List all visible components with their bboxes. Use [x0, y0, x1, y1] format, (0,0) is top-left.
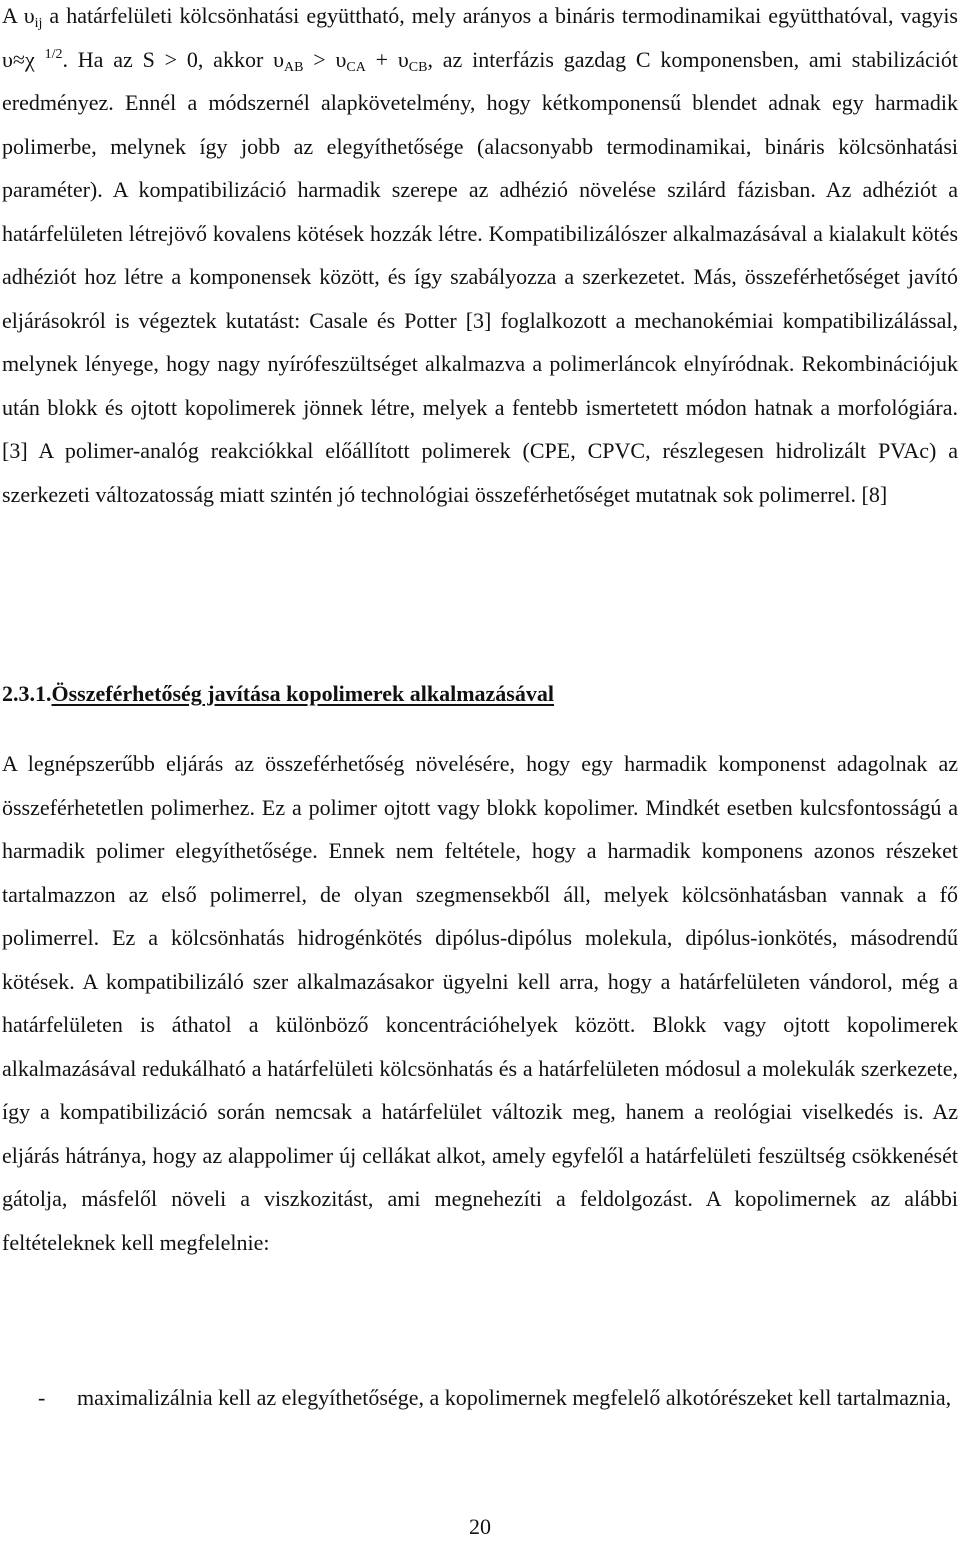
subscript: AB	[283, 59, 304, 75]
subscript: CB	[408, 59, 428, 75]
text-run: a határfelületi kölcsönhatási együttható, mely arányos a bináris termodinamikai együtthatóval, vagyis υ≈χ	[2, 3, 958, 72]
subscript: CA	[346, 59, 366, 75]
list-item-text: maximalizálnia kell az elegyíthetősége, a kopolimernek megfelelő alkotórészeket kell tartalmaznia,	[77, 1385, 952, 1410]
list-item	[0, 1376, 958, 1420]
text-run: > υ	[303, 46, 347, 72]
requirements-list	[0, 1376, 958, 1420]
section-number: 2.3.1.	[2, 681, 52, 706]
page-number: 20	[469, 1514, 491, 1539]
text-run: , az interfázis gazdag C komponensben, ami stabilizációt eredményez. Ennél a módszernél alapkövetelmény, hogy kétkomponensű blendet adnak egy harmadik polimerbe, melynek így jobb az elegyíthetősége (alacsonyabb termodinamikai, bináris kölcsönhatási paraméter). A kompatibilizáció harmadik szerepe az adhézió növelése szilárd fázisban. Az adhéziót a határfelületen létrejövő kovalens kötések hozzák létre. Kompatibilizálószer alkalmazásával a kialakult kötés adhéziót hoz létre a komponensek között, és így szabályozza a szerkezetet. Más, összeférhetőséget javító eljárásokról is végeztek kutatást: Casale és Potter [3] foglalkozott a mechanokémiai kompatibilizálással, melynek lényege, hogy nagy nyírófeszültséget alkalmazva a polimerláncok elnyíródnak. Rekombinációjuk után blokk és ojtott kopolimerek jönnek létre, melyek a fentebb ismertetett módon hatnak a morfológiára. [3] A polimer-analóg reakciókkal előállított polimerek (CPE, CPVC, részlegesen hidrolizált PVAc) a szerkezeti változatosság miatt szintén jó technológiai összeférhetőséget mutatnak sok polimerrel. [8]	[2, 46, 958, 507]
text-run: . Ha az S > 0, akkor υ	[62, 46, 284, 72]
subscript: ij	[34, 16, 43, 31]
paragraph-compatibilization	[2, 0, 958, 516]
section-heading	[2, 672, 554, 715]
list-bullet: -	[38, 1385, 46, 1410]
text-run: + υ	[365, 46, 409, 72]
paragraph-copolymers: A legnépszerűbb eljárás az összeférhetőség növelésére, hogy egy harmadik komponenst adagolnak az összeférhetetlen polimerhez. Ez a polimer ojtott vagy blokk kopolimer. Mindkét esetben kulcsfontosságú a harmadik polimer elegyíthetősége. Ennek nem feltétele, hogy a harmadik komponens azonos részeket tartalmazzon az első polimerrel, de olyan szegmensekből áll, melyek kölcsönhatásban vannak a fő polimerrel. Ez a kölcsönhatás hidrogénkötés dipólus-dipólus molekula, dipólus-ionkötés, másodrendű kötések. A kompatibilizáló szer alkalmazásakor ügyelni kell arra, hogy a határfelületen vándorol, még a határfelületen is áthatol a különböző koncentrációhelyek között. Blokk vagy ojtott kopolimerek alkalmazásával redukálható a határfelületi kölcsönhatás és a határfelületen módosul a molekulák szerkezete, így a kompatibilizáció során nemcsak a határfelület változik meg, hanem a reológiai viselkedés is. Az eljárás hátránya, hogy az alappolimer új cellákat alkot, amely egyfelől a határfelületi feszültség csökkenését gátolja, másfelől növeli a viszkozitást, ami megnehezíti a feldolgozást. A kopolimernek az alábbi feltételeknek kell megfelelnie:	[2, 751, 958, 1255]
text-run: A υ	[2, 3, 35, 28]
superscript: 1/2	[44, 46, 63, 62]
section-title: Összeférhetőség javítása kopolimerek alkalmazásával	[51, 681, 554, 706]
